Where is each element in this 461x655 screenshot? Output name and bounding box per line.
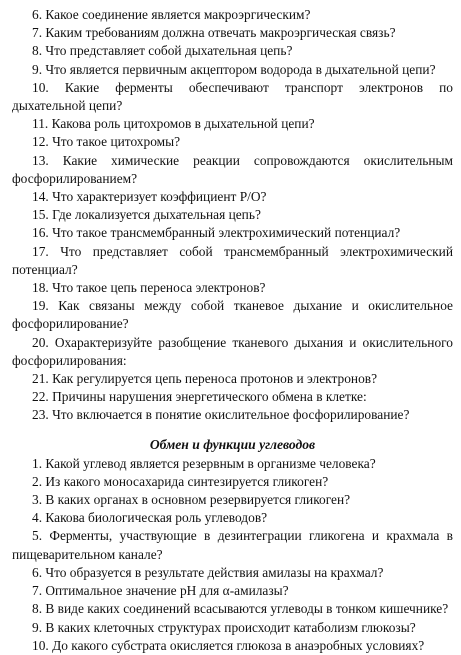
question-item: 6. Какое соединение является макроэргическим?: [32, 7, 311, 22]
question-item: 5. Ферменты, участвующие в дезинтеграции гликогена и крахмала в пищеварительном канале?: [12, 528, 453, 562]
questions-list-carbohydrates: [12, 455, 453, 655]
question-item: 10. Какие ферменты обеспечивают транспорт электронов по дыхательной цепи?: [12, 79, 453, 114]
question-item: 9. Что является первичным акцептором водорода в дыхательной цепи?: [32, 61, 436, 77]
question-item: 9. В каких клеточных структурах происходит катаболизм глюкозы?: [32, 619, 416, 635]
question-item: 22. Причины нарушения энергетического обмена в клетке:: [32, 389, 367, 405]
question-item: 1. Какой углевод является резервным в организме человека?: [32, 455, 376, 471]
question-item: 10. До какого субстрата окисляется глюкоза в анаэробных условиях?: [32, 637, 425, 653]
question-item: 13. Какие химические реакции сопровождаются окислительным фосфорилированием?: [12, 152, 453, 186]
question-item: 8. В виде каких соединений всасываются углеводы в тонком кишечнике?: [32, 601, 449, 617]
question-item: 18. Что такое цепь переноса электронов?: [32, 280, 266, 296]
question-item: 7. Каким требованиям должна отвечать макроэргическая связь?: [32, 25, 396, 41]
question-item: 15. Где локализуется дыхательная цепь?: [32, 207, 261, 223]
question-item: 8. Что представляет собой дыхательная цепь?: [32, 43, 293, 59]
question-item: 4. Какова биологическая роль углеводов?: [32, 510, 268, 526]
question-item: 11. Какова роль цитохромов в дыхательной цепи?: [32, 116, 315, 132]
question-item: 20. Охарактеризуйте разобщение тканевого дыхания и окислительного фосфорилирования:: [12, 334, 453, 368]
question-item: 2. Из какого моносахарида синтезируется гликоген?: [32, 473, 329, 489]
section-title: Обмен и функции углеводов: [149, 436, 316, 452]
question-item: 6. Что образуется в результате действия амилазы на крахмал?: [32, 564, 384, 580]
question-item: 23. Что включается в понятие окислительное фосфорилирование?: [32, 407, 410, 423]
question-item: 12. Что такое цитохромы?: [32, 134, 181, 150]
question-item: 7. Оптимальное значение pH для α-амилазы?: [32, 583, 289, 599]
question-item: 17. Что представляет собой трансмембранный электрохимический потенциал?: [12, 243, 453, 277]
questions-list-energy: [12, 6, 453, 425]
question-item: 21. Как регулируется цепь переноса протонов и электронов?: [32, 371, 378, 387]
question-item: 14. Что характеризует коэффициент Р/О?: [32, 189, 267, 205]
question-item: 19. Как связаны между собой тканевое дыхание и окислительное фосфорилирование?: [12, 298, 453, 332]
question-item: 16. Что такое трансмембранный электрохимический потенциал?: [32, 225, 401, 241]
question-item: 3. В каких органах в основном резервируется гликоген?: [32, 492, 351, 508]
